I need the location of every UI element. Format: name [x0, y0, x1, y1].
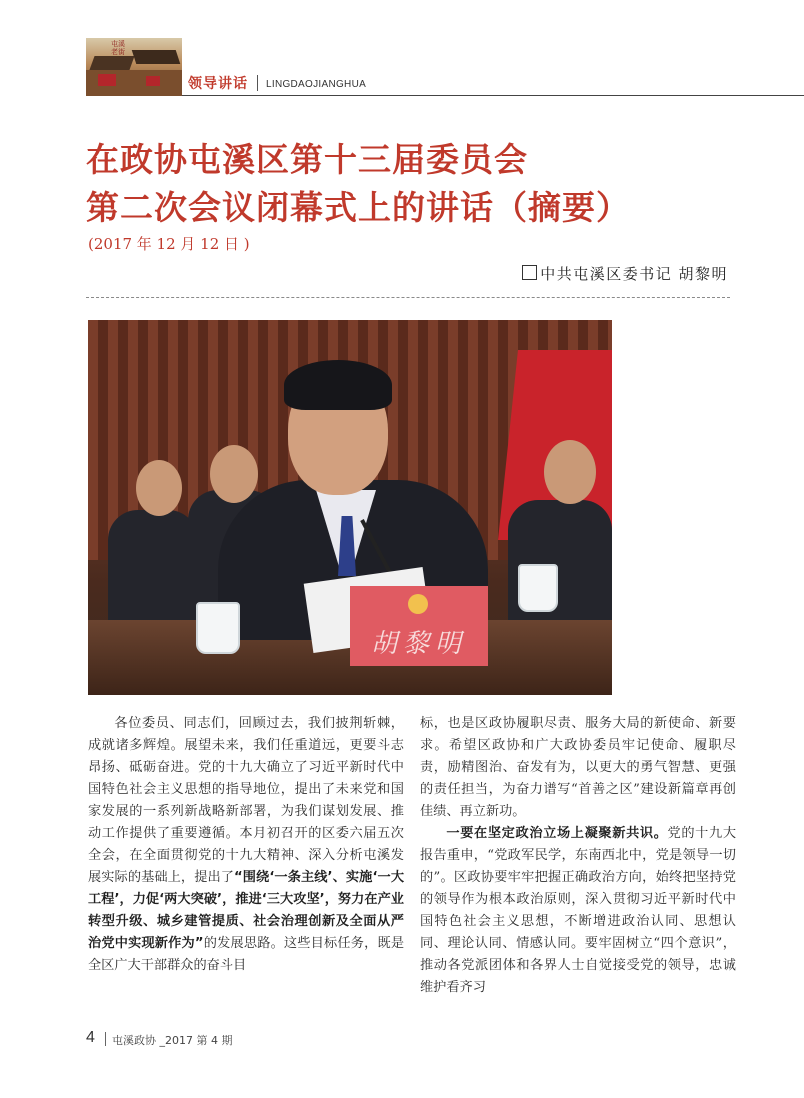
byline-text: 中共屯溪区委书记 胡黎明 [540, 265, 728, 283]
footer-separator [105, 1032, 106, 1046]
title-line-2: 第二次会议闭幕式上的讲话（摘要） [86, 188, 630, 227]
square-bullet-icon [522, 265, 537, 280]
background-person [108, 510, 198, 630]
body-paragraph [88, 713, 404, 977]
roof-shape [89, 56, 134, 70]
roof-shape [132, 50, 181, 64]
body-text: 的发展思路。这些目标任务，既是全区广大干部群众的奋斗目 [88, 936, 405, 973]
body-emphasis: “围绕‘一条主线’、实施‘一大工程’，力促‘两大突破’，推进‘三大攻坚’，努力在产业转型升级、城乡建管提质、社会治理创新及全面从严治党中实现新作为” [88, 870, 405, 951]
lantern-shape [98, 74, 116, 86]
article-date: (2017 年 12 月 12 日 ) [88, 235, 250, 253]
body-emphasis: 一要在坚定政治立场上凝聚新共识。 [446, 826, 668, 841]
body-paragraph: 标，也是区政协履职尽责、服务大局的新使命、新要求。希望区政协和广大政协委员牢记使命、履职尽责，励精图治、奋发有为，以更大的勇气智慧、更强的责任担当，为奋力谱写“首善之区”建设新篇章再创佳绩、再立新功。 [420, 716, 736, 819]
lantern-shape [146, 76, 160, 86]
background-person-head [136, 460, 182, 516]
body-column-right [420, 713, 736, 999]
body-text: 党的十九大报告重申，“党政军民学，东南西北中，党是领导一切的”。区政协要牢牢把握正确政治方向，始终把坚持党的领导作为根本政治原则，深入贯彻习近平新时代中国特色社会主义思想，不断增进政治认同、思想认同、理论认同、情感认同。要牢固树立“四个意识”，推动各党派团体和各界人士自觉接受党的领导，忠诚维护看齐习 [420, 826, 737, 995]
body-paragraph [420, 823, 736, 999]
tea-cup [196, 602, 240, 654]
article-title [86, 136, 726, 232]
page-number: 4 [86, 1029, 95, 1046]
background-person-head [210, 445, 258, 503]
header-thumbnail-image [86, 38, 182, 96]
nameplate-text: 胡黎明 [370, 629, 467, 659]
speaker-hair [284, 360, 392, 410]
emblem-icon [408, 594, 428, 614]
speaker-photo [88, 320, 612, 695]
tea-cup [518, 564, 558, 612]
header-rule [182, 95, 804, 96]
dotted-divider [86, 297, 730, 298]
section-pinyin: LINGDAOJIANGHUA [266, 79, 367, 90]
body-text: 各位委员、同志们，回顾过去，我们披荆斩棘，成就诸多辉煌。展望未来，我们任重道远，更要斗志昂扬、砥砺奋进。党的十九大确立了习近平新时代中国特色社会主义思想的指导地位，提出了未来党和国家发展的一系列新战略新部署，为我们谋划发展、推动工作提供了重要遵循。本月初召开的区委六届五次全会，在全面贯彻党的十九大精神、深入分析屯溪发展实际的基础上，提出了 [88, 716, 404, 885]
background-person-head [544, 440, 596, 504]
article-byline [522, 263, 728, 284]
body-column-left [88, 713, 404, 977]
thumbnail-seal-text: 屯溪老街 [111, 40, 125, 56]
section-tag: 领导讲话 [188, 76, 248, 92]
header-separator [257, 75, 258, 91]
publication-info: 屯溪政协 _2017 第 4 期 [112, 1034, 233, 1047]
title-line-1: 在政协屯溪区第十三届委员会 [86, 140, 528, 179]
